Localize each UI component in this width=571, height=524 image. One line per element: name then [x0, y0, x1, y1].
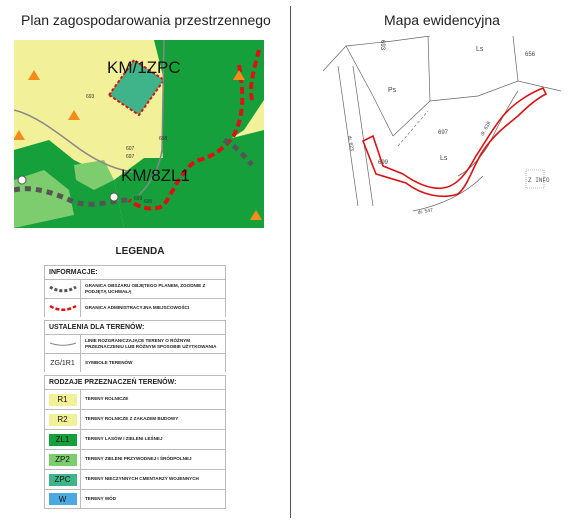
category-swatch: W: [49, 493, 77, 505]
category-label: TERENY ZIELENI PRZYWODNEJ I ŚRÓDPOLNEJ: [85, 456, 192, 462]
parcel-boundary-highlight: [363, 88, 546, 196]
parcel-label: Ls: [476, 46, 484, 53]
road-label: dr. 639: [479, 120, 493, 137]
zoning-plan-map: [14, 40, 264, 228]
parcel-number: 697: [126, 154, 135, 160]
parcel-label: 697: [438, 130, 449, 136]
symbols-code: ZG/1R1: [45, 354, 81, 372]
parcel-number: 695: [144, 199, 153, 205]
map-node: [110, 193, 118, 201]
parcel-number: 698: [159, 136, 168, 142]
plan-title: Plan zagospodarowania przestrzennego: [21, 12, 271, 28]
map-node: [18, 176, 26, 184]
legend-title: LEGENDA: [115, 246, 165, 257]
parcel-line: [393, 36, 430, 41]
cadastral-map: [318, 36, 561, 224]
parcel-label: 699: [378, 160, 389, 166]
parcel-line: [353, 66, 373, 206]
legend-category-row: [44, 409, 226, 429]
legend: [44, 246, 226, 509]
road-label: dr. 547: [417, 207, 434, 216]
cadastral-svg: [318, 36, 561, 224]
category-swatch: ZPC: [49, 474, 77, 486]
category-label: TERENY WÓD: [85, 495, 117, 501]
legend-item-admin-border: [44, 298, 226, 317]
parcel-line: [428, 36, 430, 101]
parcel-line-dashed: [398, 111, 428, 146]
zone-label-zpc: KM/1ZPC: [107, 58, 181, 77]
legend-category-row: [44, 489, 226, 509]
parcel-label: 693: [379, 40, 385, 51]
parcel-line: [458, 91, 518, 176]
legend-item-plan-border: [44, 279, 226, 298]
category-label: TERENY NIECZYNNYCH CMENTARZY WOJENNYCH: [85, 476, 199, 482]
legend-category-row: [44, 469, 226, 489]
parcel-line: [513, 36, 518, 81]
legend-item-symbols: [44, 353, 226, 372]
parcel-line: [323, 46, 393, 136]
zoning-plan-svg: [14, 40, 264, 228]
legend-category-list: [44, 389, 226, 509]
parcel-label: Ps: [388, 87, 397, 94]
road-label: dr. 623: [346, 135, 355, 152]
category-swatch: ZP2: [49, 454, 77, 466]
parcel-number: 699: [134, 196, 143, 202]
legend-section-terrain: USTALENIA DLA TERENÓW:: [44, 320, 226, 334]
cadastral-title: Mapa ewidencyjna: [384, 12, 500, 28]
admin-border-icon: [48, 303, 77, 313]
legend-section-kinds: RODZAJE PRZEZNACZEŃ TERENÓW:: [44, 375, 226, 389]
parcel-label: Ls: [440, 155, 448, 162]
legend-section-info: INFORMACJE:: [44, 265, 226, 279]
plan-border-icon: [48, 284, 77, 294]
legend-item-label: GRANICA ADMINISTRACYJNA MIEJSCOWOŚCI: [85, 304, 190, 310]
zone-label-zl1: KM/8ZL1: [121, 166, 190, 185]
category-swatch: ZL1: [49, 434, 77, 446]
parcel-line: [393, 81, 561, 136]
category-swatch: R2: [49, 414, 77, 426]
legend-item-label: LINIE ROZGRANICZAJĄCE TERENY O RÓŻNYM PRZEZNACZENIU LUB RÓŻNYM SPOSOBIE UŻYTKOWANIA: [85, 337, 217, 349]
legend-category-row: [44, 389, 226, 409]
category-label: TERENY ROLNICZE Z ZAKAZEM BUDOWY: [85, 416, 179, 422]
parcel-number: 693: [86, 94, 95, 100]
split-line-icon: [48, 339, 77, 349]
category-label: TERENY LASÓW I ZIELENI LEŚNEJ: [85, 436, 163, 442]
legend-item-split-line: [44, 334, 226, 353]
legend-item-label: SYMBOLE TERENÓW: [85, 359, 133, 365]
category-label: TERENY ROLNICZE: [85, 396, 129, 402]
legend-item-label: GRANICA OBSZARU OBJĘTEGO PLANEM, ZGODNIE Z PODJĘTĄ UCHWAŁĄ: [85, 282, 206, 294]
legend-category-row: [44, 429, 226, 449]
info-badge-text: Z INFO: [528, 177, 550, 184]
parcel-number: 607: [126, 146, 135, 152]
legend-category-row: [44, 449, 226, 469]
parcel-label: 656: [525, 52, 536, 58]
category-swatch: R1: [49, 394, 77, 406]
panel-divider: [290, 6, 291, 518]
